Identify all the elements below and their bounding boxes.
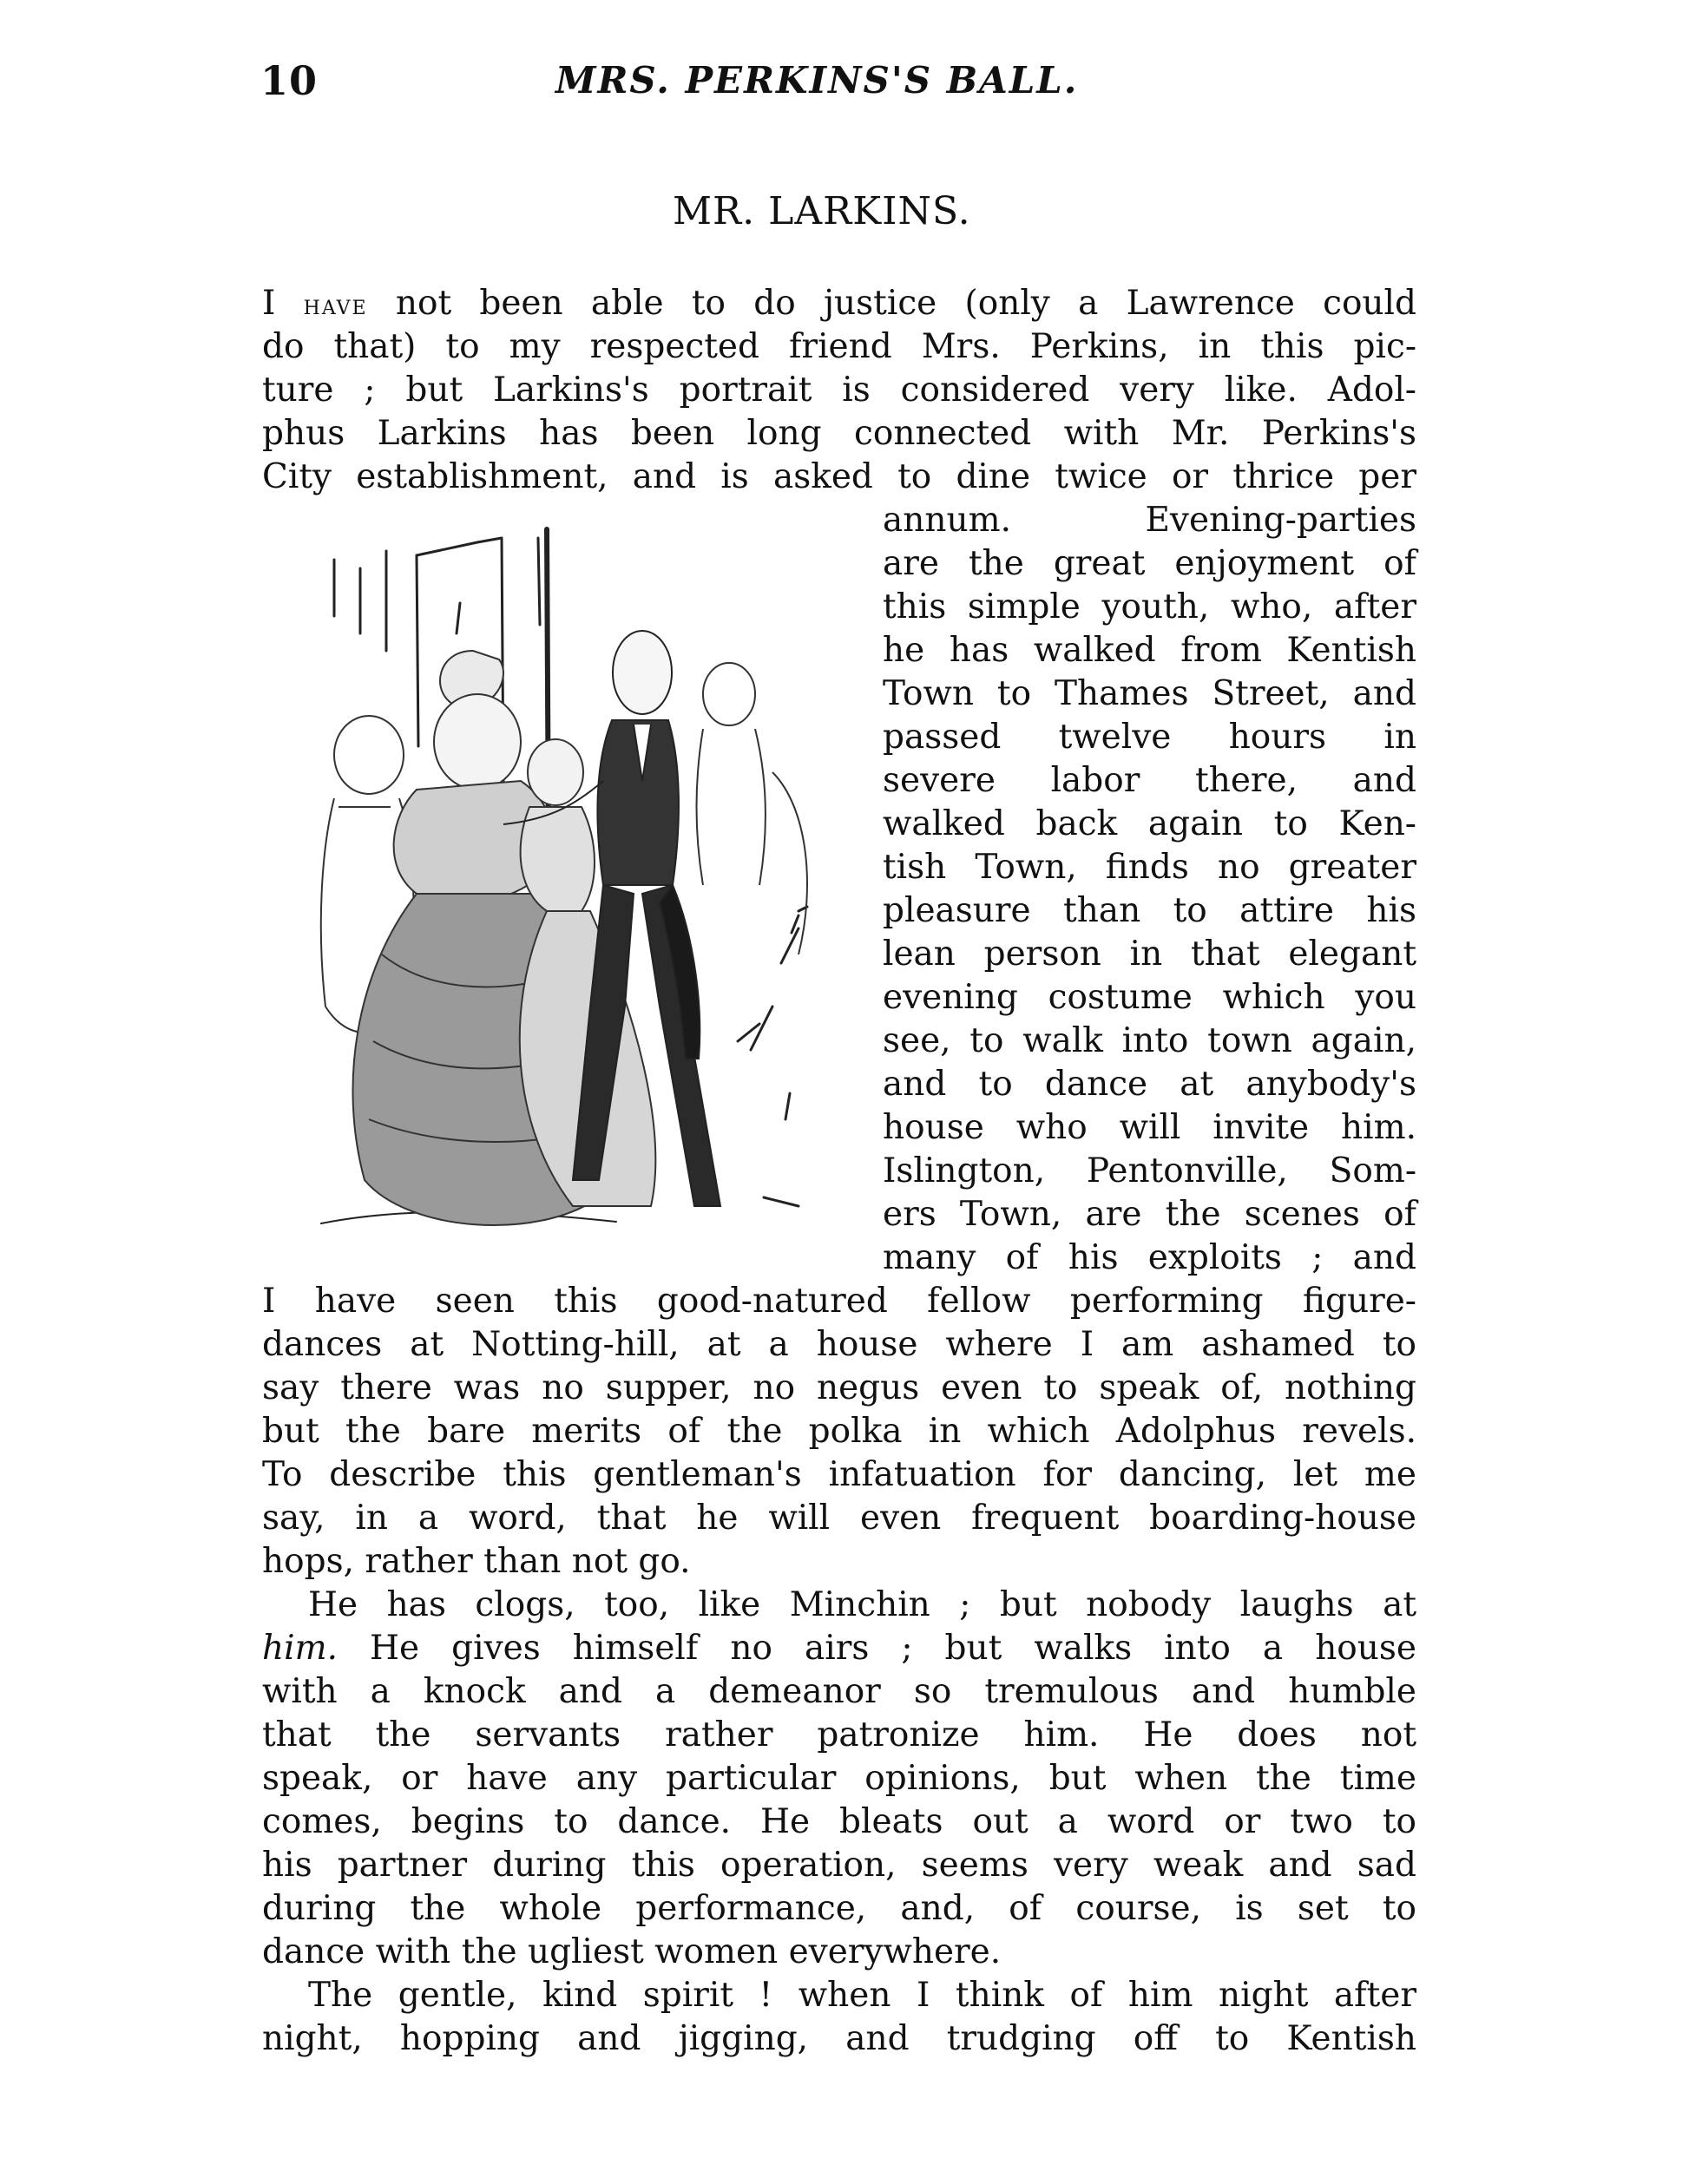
text-line: Town to Thames Street, and <box>883 674 1416 713</box>
text-line: lean person in that elegant <box>883 935 1416 974</box>
text-line: He has clogs, too, like Minchin ; but nobody laughs at <box>308 1585 1416 1624</box>
text-line: he has walked from Kentish <box>883 631 1416 670</box>
running-title: MRS. PERKINS'S BALL. <box>555 59 1079 102</box>
text-line: severe labor there, and <box>883 761 1416 800</box>
text-line: walked back again to Ken- <box>883 804 1416 843</box>
page-number: 10 <box>260 57 319 104</box>
italic-word: him. <box>262 1629 338 1668</box>
text-line: that the servants rather patronize him. He does not <box>262 1715 1416 1754</box>
text-line: phus Larkins has been long connected with Mr. Perkins's <box>262 414 1416 453</box>
text-line: night, hopping and jigging, and trudging off to Kentish <box>262 2019 1416 2058</box>
text-line: annum. Evening-parties <box>883 501 1416 540</box>
text-line: house who will invite him. <box>883 1108 1416 1147</box>
text-line: dance with the ugliest women everywhere. <box>262 1932 1002 1971</box>
text-line: say there was no supper, no negus even to speak of, nothing <box>262 1368 1416 1407</box>
text-line: do that) to my respected friend Mrs. Perkins, in this pic- <box>262 327 1416 366</box>
text-line: say, in a word, that he will even frequent boarding-house <box>262 1499 1416 1538</box>
text-line: City establishment, and is asked to dine twice or thrice per <box>262 457 1416 496</box>
chapter-title: MR. LARKINS. <box>673 189 971 233</box>
text-line: ture ; but Larkins's portrait is considered very like. Adol- <box>262 371 1416 410</box>
text-line: and to dance at anybody's <box>883 1065 1416 1104</box>
text-line: pleasure than to attire his <box>883 891 1416 930</box>
text-line: during the whole performance, and, of course, is set to <box>262 1889 1416 1928</box>
text-line: ers Town, are the scenes of <box>883 1195 1416 1234</box>
text-line: evening costume which you <box>883 978 1416 1017</box>
text-line: him. He gives himself no airs ; but walks into a house <box>262 1629 1416 1668</box>
text-line: I have not been able to do justice (only a Lawrence could <box>262 284 1416 323</box>
text-line: I have seen this good-natured fellow performing figure- <box>262 1282 1416 1321</box>
text-line: speak, or have any particular opinions, but when the time <box>262 1759 1416 1798</box>
text-line: see, to walk into town again, <box>883 1021 1416 1060</box>
small-caps-word: have <box>303 288 368 321</box>
text-line: hops, rather than not go. <box>262 1542 691 1581</box>
text-line: tish Town, finds no greater <box>883 848 1416 887</box>
text-line: dances at Notting-hill, at a house where I am ashamed to <box>262 1325 1416 1364</box>
text-line: To describe this gentleman's infatuation for dancing, let me <box>262 1455 1416 1494</box>
text-line: with a knock and a demeanor so tremulous and humble <box>262 1672 1416 1711</box>
text-line: passed twelve hours in <box>883 718 1416 757</box>
text-line: Islington, Pentonville, Som- <box>883 1151 1416 1190</box>
text-line: his partner during this operation, seems very weak and sad <box>262 1846 1416 1885</box>
ballroom-illustration <box>286 521 877 1249</box>
text-line: many of his exploits ; and <box>883 1238 1416 1277</box>
text-line: but the bare merits of the polka in which Adolphus revels. <box>262 1412 1416 1451</box>
text-line: comes, begins to dance. He bleats out a word or two to <box>262 1802 1416 1841</box>
text-line: The gentle, kind spirit ! when I think of him night after <box>308 1976 1416 2015</box>
text-line: this simple youth, who, after <box>883 587 1416 626</box>
text-line: are the great enjoyment of <box>883 544 1416 583</box>
